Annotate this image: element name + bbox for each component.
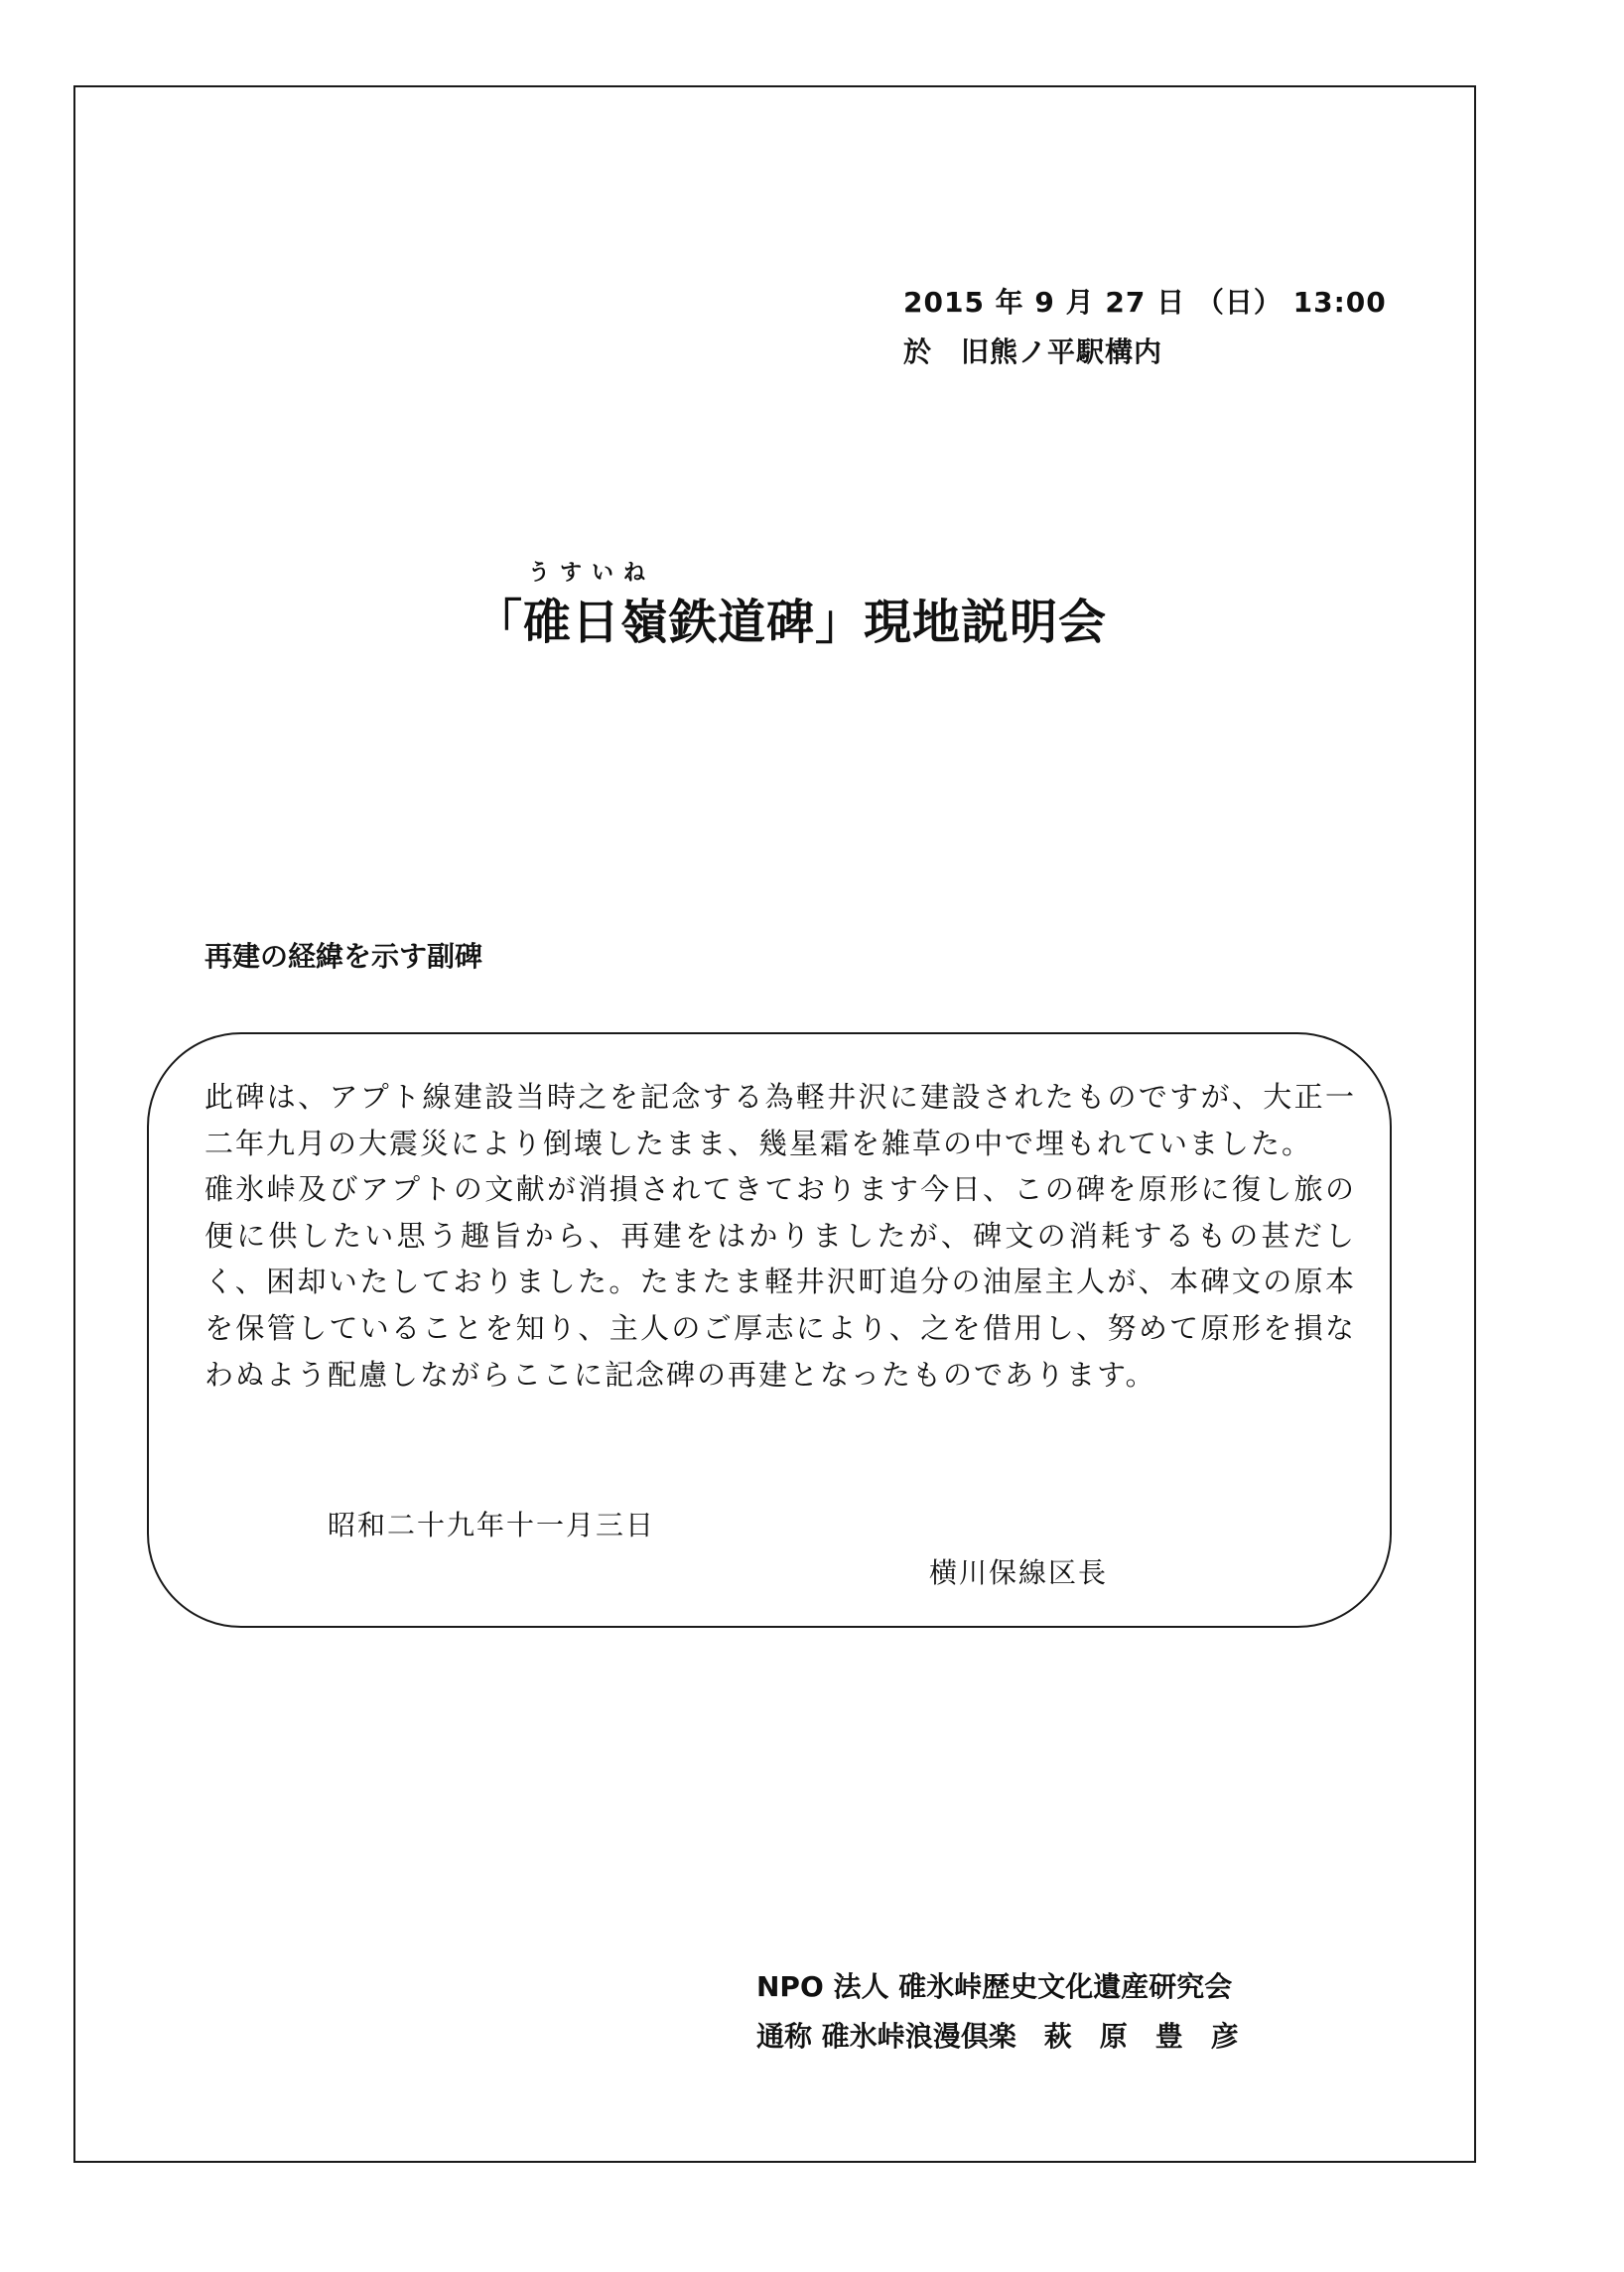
organization-name: NPO 法人 碓氷峠歴史文化遺産研究会 [756,1970,1233,2003]
organization-signature [756,1962,1239,2062]
event-datetime: 2015 年 9 月 27 日 （日） 13:00 [903,286,1387,319]
page-title: 「碓日嶺鉄道碑」現地説明会 [474,595,1108,650]
inscription-paragraph-2: 碓氷峠及びアプトの文献が消損されてきております今日、この碑を原形に復し旅の便に供したい思う趣旨から、再建をはかりましたが、碑文の消耗するもの甚だしく、困却いたしておりました。たまたま軽井沢町追分の油屋主人が、本碑文の原本を保管していることを知り、主人のご厚志により、之を借用し、努めて原形を損なわぬよう配慮しながらここに記念碑の再建となったものであります。 [204,1172,1356,1392]
inscription-author: 横川保線区長 [929,1556,1109,1589]
event-info [903,278,1387,377]
section-heading: 再建の経緯を示す副碑 [204,940,483,973]
organization-contact: 通称 碓氷峠浪漫倶楽 萩 原 豊 彦 [756,2020,1239,2053]
inscription-text [204,1074,1356,1398]
inscription-paragraph-1: 此碑は、アプト線建設当時之を記念する為軽井沢に建設されたものですが、大正一二年九月の大震災により倒壊したまま、幾星霜を雑草の中で埋もれていました。 [204,1080,1356,1160]
inscription-date: 昭和二十九年十一月三日 [328,1509,656,1541]
event-location: 於 旧熊ノ平駅構内 [903,335,1163,368]
title-ruby-reading: うすいね [528,561,656,586]
